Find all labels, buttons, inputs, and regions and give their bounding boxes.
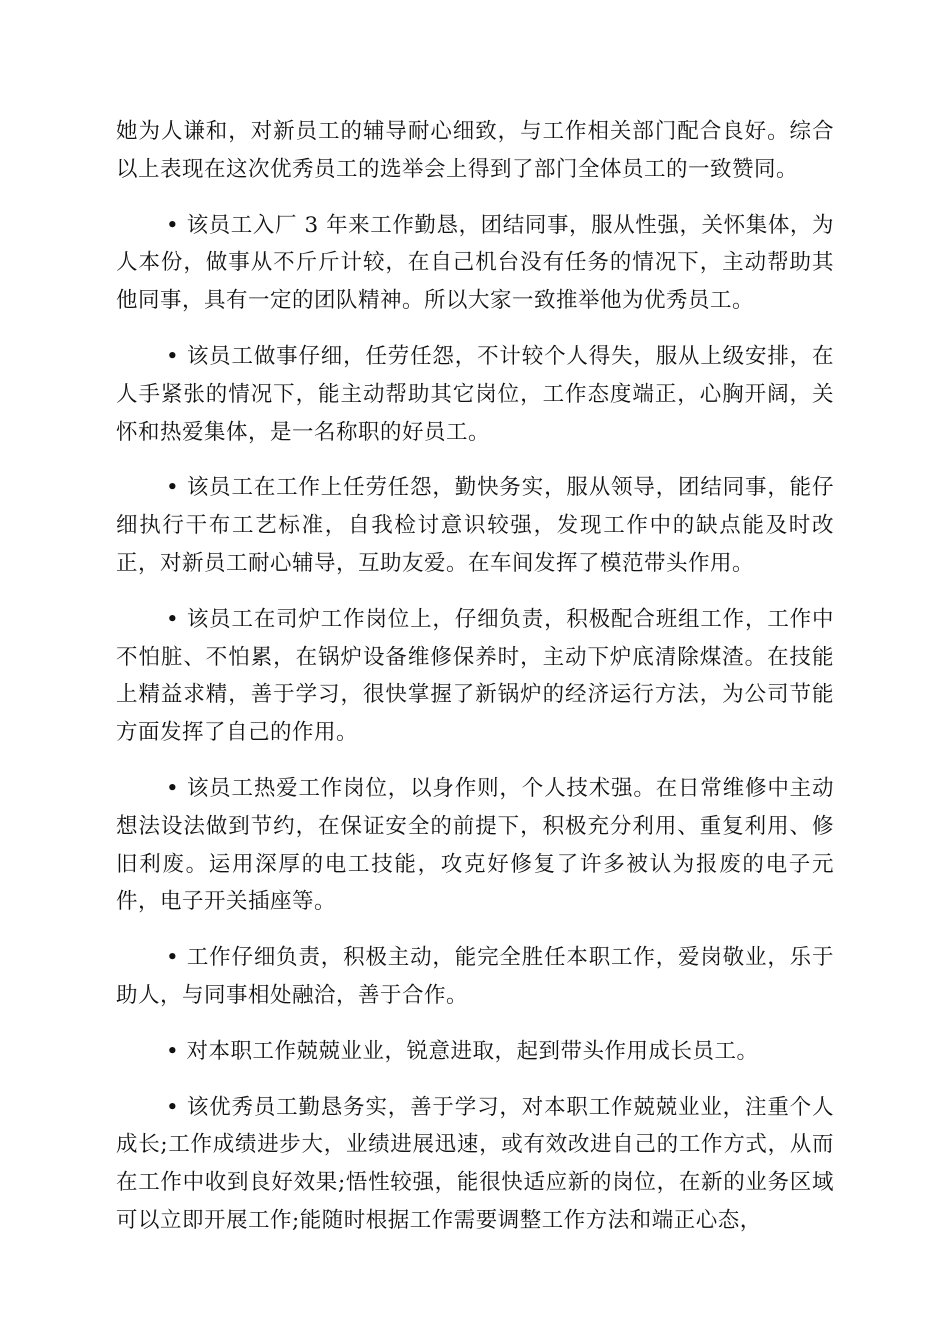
paragraph-intro: 她为人谦和，对新员工的辅导耐心细致，与工作相关部门配合良好。综合以上表现在这次优秀员工的选举会上得到了部门全体员工的一致赞同。 bbox=[116, 119, 834, 182]
bullet-paragraph: • 该员工入厂 3 年来工作勤恳，团结同事，服从性强，关怀集体，为人本份，做事从不斤斤计较，在自己机台没有任务的情况下，主动帮助其他同事，具有一定的团队精神。所以大家一致推举他为优秀员工。 bbox=[116, 212, 834, 314]
bullet-paragraph: • 该员工在工作上任劳任怨，勤快务实，服从领导，团结同事，能仔细执行干布工艺标准，自我检讨意识较强，发现工作中的缺点能及时改正，对新员工耐心辅导，互助友爱。在车间发挥了模范带头作用。 bbox=[116, 475, 834, 576]
bullet-paragraph: • 该员工在司炉工作岗位上，仔细负责，积极配合班组工作，工作中不怕脏、不怕累，在锅炉设备维修保养时，主动下炉底清除煤渣。在技能上精益求精，善于学习，很快掌握了新锅炉的经济运行方法，为公司节能方面发挥了自己的作用。 bbox=[116, 606, 834, 746]
bullet-paragraph: • 该优秀员工勤恳务实，善于学习，对本职工作兢兢业业，注重个人成长;工作成绩进步大，业绩进展迅速，或有效改进自己的工作方式，从而在工作中收到良好效果;悟性较强，能很快适应新的岗位，在新的业务区域可以立即开展工作;能随时根据工作需要调整工作方法和端正心态， bbox=[116, 1094, 834, 1233]
bullet-paragraph: • 对本职工作兢兢业业，锐意进取，起到带头作用成长员工。 bbox=[166, 1038, 759, 1064]
bullet-paragraph: • 该员工做事仔细，任劳任怨，不计较个人得失，服从上级安排，在人手紧张的情况下，能主动帮助其它岗位，工作态度端正，心胸开阔，关怀和热爱集体，是一名称职的好员工。 bbox=[116, 343, 834, 445]
bullet-paragraph: • 该员工热爱工作岗位，以身作则，个人技术强。在日常维修中主动想法设法做到节约，在保证安全的前提下，积极充分利用、重复利用、修旧利废。运用深厚的电工技能，攻克好修复了许多被认为报废的电子元件，电子开关插座等。 bbox=[116, 775, 834, 915]
bullet-paragraph: • 工作仔细负责，积极主动，能完全胜任本职工作，爱岗敬业，乐于助人，与同事相处融洽，善于合作。 bbox=[116, 945, 834, 1008]
